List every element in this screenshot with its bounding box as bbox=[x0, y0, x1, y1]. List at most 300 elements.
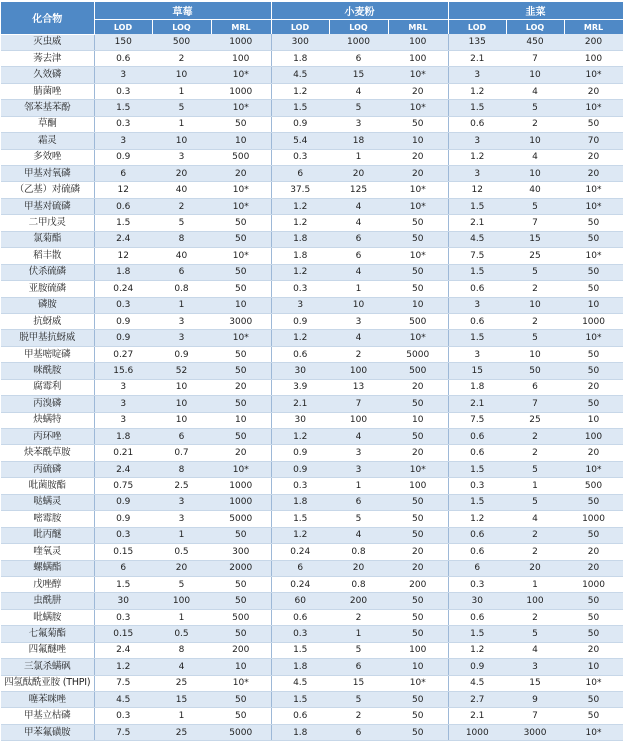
value-cell: 2 bbox=[329, 346, 388, 362]
table-row bbox=[1, 133, 623, 149]
value-cell: 1.5 bbox=[271, 511, 329, 527]
value-cell: 50 bbox=[388, 494, 448, 510]
compound-name-cell: 噻苯咪唑 bbox=[1, 692, 94, 708]
value-cell: 50 bbox=[211, 708, 271, 724]
value-cell: 3 bbox=[448, 133, 506, 149]
value-cell: 4.5 bbox=[448, 231, 506, 247]
value-cell: 300 bbox=[271, 34, 329, 50]
value-cell: 2.4 bbox=[94, 231, 152, 247]
value-cell: 0.9 bbox=[94, 494, 152, 510]
value-cell: 10* bbox=[388, 198, 448, 214]
value-cell: 10 bbox=[564, 659, 623, 675]
table-row bbox=[1, 675, 623, 691]
value-cell: 50 bbox=[388, 116, 448, 132]
value-cell: 0.6 bbox=[271, 609, 329, 625]
value-cell: 10* bbox=[211, 248, 271, 264]
value-cell: 500 bbox=[211, 149, 271, 165]
value-cell: 0.24 bbox=[271, 544, 329, 560]
value-cell: 50 bbox=[564, 708, 623, 724]
value-cell: 12 bbox=[94, 248, 152, 264]
value-cell: 10* bbox=[388, 182, 448, 198]
value-cell: 5 bbox=[506, 461, 564, 477]
group-header-wheat-flour: 小麦粉 bbox=[271, 2, 448, 20]
value-cell: 1.8 bbox=[271, 248, 329, 264]
value-cell: 1 bbox=[152, 297, 211, 313]
value-cell: 3 bbox=[448, 166, 506, 182]
table-row bbox=[1, 692, 623, 708]
value-cell: 0.3 bbox=[271, 149, 329, 165]
value-cell: 20 bbox=[388, 149, 448, 165]
value-cell: 20 bbox=[564, 544, 623, 560]
value-cell: 6 bbox=[94, 166, 152, 182]
value-cell: 2 bbox=[329, 609, 388, 625]
value-cell: 10 bbox=[506, 67, 564, 83]
value-cell: 10 bbox=[152, 379, 211, 395]
table-row bbox=[1, 494, 623, 510]
value-cell: 0.6 bbox=[448, 445, 506, 461]
value-cell: 50 bbox=[564, 281, 623, 297]
value-cell: 3000 bbox=[211, 313, 271, 329]
value-cell: 20 bbox=[564, 166, 623, 182]
value-cell: 4.5 bbox=[271, 675, 329, 691]
value-cell: 1.8 bbox=[448, 379, 506, 395]
value-cell: 30 bbox=[94, 593, 152, 609]
value-cell: 2 bbox=[506, 116, 564, 132]
value-cell: 0.9 bbox=[271, 445, 329, 461]
value-cell: 0.3 bbox=[94, 609, 152, 625]
value-cell: 5 bbox=[152, 576, 211, 592]
value-cell: 20 bbox=[388, 544, 448, 560]
value-cell: 2.7 bbox=[448, 692, 506, 708]
table-row bbox=[1, 182, 623, 198]
value-cell: 5 bbox=[329, 100, 388, 116]
table-row bbox=[1, 724, 623, 740]
compound-name-cell: 久效磷 bbox=[1, 67, 94, 83]
value-cell: 15 bbox=[152, 692, 211, 708]
value-cell: 7 bbox=[506, 708, 564, 724]
table-row bbox=[1, 149, 623, 165]
compound-name-cell: 甲苯氟磺胺 bbox=[1, 724, 94, 740]
compound-name-cell: 草酮 bbox=[1, 116, 94, 132]
group-header-strawberry: 草莓 bbox=[94, 2, 271, 20]
value-cell: 100 bbox=[388, 478, 448, 494]
compound-name-cell: 莠去津 bbox=[1, 50, 94, 66]
table-row bbox=[1, 593, 623, 609]
compound-name-cell: 稻丰散 bbox=[1, 248, 94, 264]
value-cell: 50 bbox=[211, 396, 271, 412]
value-cell: 10* bbox=[211, 330, 271, 346]
value-cell: 20 bbox=[564, 149, 623, 165]
value-cell: 10* bbox=[388, 100, 448, 116]
value-cell: 15 bbox=[448, 363, 506, 379]
value-cell: 3 bbox=[506, 659, 564, 675]
value-cell: 1.5 bbox=[448, 461, 506, 477]
group-header-row bbox=[1, 2, 623, 20]
value-cell: 15 bbox=[506, 675, 564, 691]
compound-name-cell: 霜灵 bbox=[1, 133, 94, 149]
value-cell: 4 bbox=[506, 642, 564, 658]
table-row bbox=[1, 461, 623, 477]
value-cell: 50 bbox=[388, 429, 448, 445]
table-body bbox=[1, 34, 623, 741]
value-cell: 50 bbox=[211, 692, 271, 708]
value-cell: 5 bbox=[329, 642, 388, 658]
value-cell: 100 bbox=[211, 50, 271, 66]
value-cell: 300 bbox=[211, 544, 271, 560]
compound-name-cell: 甲基立枯磷 bbox=[1, 708, 94, 724]
value-cell: 2 bbox=[506, 313, 564, 329]
value-cell: 6 bbox=[329, 231, 388, 247]
value-cell: 6 bbox=[329, 494, 388, 510]
value-cell: 2 bbox=[152, 50, 211, 66]
value-cell: 10* bbox=[388, 461, 448, 477]
compound-name-cell: 磷胺 bbox=[1, 297, 94, 313]
value-cell: 1.5 bbox=[448, 330, 506, 346]
value-cell: 50 bbox=[211, 346, 271, 362]
value-cell: 1 bbox=[329, 149, 388, 165]
value-cell: 0.6 bbox=[448, 313, 506, 329]
value-cell: 4 bbox=[329, 429, 388, 445]
value-cell: 4 bbox=[506, 511, 564, 527]
value-cell: 2.4 bbox=[94, 461, 152, 477]
value-cell: 1.8 bbox=[271, 494, 329, 510]
value-cell: 10* bbox=[564, 67, 623, 83]
value-cell: 3 bbox=[271, 297, 329, 313]
compound-name-cell: 抗蚜威 bbox=[1, 313, 94, 329]
value-cell: 2 bbox=[506, 544, 564, 560]
value-cell: 10 bbox=[152, 412, 211, 428]
value-cell: 0.6 bbox=[271, 346, 329, 362]
value-cell: 10 bbox=[506, 346, 564, 362]
value-cell: 2.1 bbox=[271, 396, 329, 412]
value-cell: 3 bbox=[94, 133, 152, 149]
value-cell: 1 bbox=[506, 478, 564, 494]
table-row bbox=[1, 346, 623, 362]
compound-name-cell: 喹氧灵 bbox=[1, 544, 94, 560]
value-cell: 50 bbox=[388, 511, 448, 527]
value-cell: 10 bbox=[506, 297, 564, 313]
sub-header-loq: LOQ bbox=[329, 20, 388, 35]
value-cell: 10 bbox=[388, 412, 448, 428]
value-cell: 10 bbox=[564, 412, 623, 428]
value-cell: 1.5 bbox=[448, 264, 506, 280]
value-cell: 7.5 bbox=[448, 248, 506, 264]
value-cell: 50 bbox=[211, 593, 271, 609]
value-cell: 40 bbox=[152, 248, 211, 264]
value-cell: 3 bbox=[152, 149, 211, 165]
value-cell: 6 bbox=[271, 166, 329, 182]
value-cell: 3 bbox=[329, 116, 388, 132]
compound-name-cell: 螺螨酯 bbox=[1, 560, 94, 576]
table-row bbox=[1, 264, 623, 280]
value-cell: 3 bbox=[152, 511, 211, 527]
value-cell: 1.5 bbox=[271, 642, 329, 658]
value-cell: 5 bbox=[506, 100, 564, 116]
table-row bbox=[1, 34, 623, 50]
value-cell: 100 bbox=[388, 50, 448, 66]
value-cell: 1.5 bbox=[271, 692, 329, 708]
value-cell: 7.5 bbox=[448, 412, 506, 428]
value-cell: 6 bbox=[448, 560, 506, 576]
table-row bbox=[1, 429, 623, 445]
value-cell: 4 bbox=[506, 149, 564, 165]
value-cell: 10 bbox=[506, 166, 564, 182]
value-cell: 20 bbox=[388, 560, 448, 576]
sub-header-lod: LOD bbox=[271, 20, 329, 35]
value-cell: 50 bbox=[388, 708, 448, 724]
value-cell: 1.8 bbox=[94, 429, 152, 445]
value-cell: 50 bbox=[211, 626, 271, 642]
value-cell: 0.3 bbox=[94, 708, 152, 724]
value-cell: 20 bbox=[211, 445, 271, 461]
value-cell: 50 bbox=[211, 281, 271, 297]
value-cell: 50 bbox=[388, 724, 448, 740]
value-cell: 2.1 bbox=[448, 50, 506, 66]
value-cell: 0.8 bbox=[329, 544, 388, 560]
value-cell: 50 bbox=[388, 626, 448, 642]
value-cell: 100 bbox=[564, 50, 623, 66]
value-cell: 1.2 bbox=[271, 215, 329, 231]
value-cell: 1000 bbox=[211, 478, 271, 494]
value-cell: 50 bbox=[564, 609, 623, 625]
value-cell: 135 bbox=[448, 34, 506, 50]
value-cell: 50 bbox=[388, 692, 448, 708]
compound-name-cell: 腐霉利 bbox=[1, 379, 94, 395]
value-cell: 10 bbox=[211, 133, 271, 149]
compound-name-cell: 三氯杀螨砜 bbox=[1, 659, 94, 675]
value-cell: 10* bbox=[564, 100, 623, 116]
value-cell: 25 bbox=[506, 248, 564, 264]
sub-header-mrl: MRL bbox=[564, 20, 623, 35]
value-cell: 3 bbox=[94, 67, 152, 83]
value-cell: 2000 bbox=[211, 560, 271, 576]
value-cell: 37.5 bbox=[271, 182, 329, 198]
value-cell: 4 bbox=[329, 264, 388, 280]
value-cell: 1.5 bbox=[94, 100, 152, 116]
value-cell: 0.6 bbox=[448, 527, 506, 543]
table-row bbox=[1, 544, 623, 560]
value-cell: 1 bbox=[329, 626, 388, 642]
table-row bbox=[1, 527, 623, 543]
compound-name-cell: 甲基嘧啶磷 bbox=[1, 346, 94, 362]
value-cell: 10* bbox=[564, 198, 623, 214]
value-cell: 0.6 bbox=[448, 429, 506, 445]
table-row bbox=[1, 67, 623, 83]
compound-name-cell: 亚胺硫磷 bbox=[1, 281, 94, 297]
value-cell: 50 bbox=[564, 692, 623, 708]
table-row bbox=[1, 297, 623, 313]
value-cell: 1.2 bbox=[271, 330, 329, 346]
value-cell: 1000 bbox=[448, 724, 506, 740]
table-row bbox=[1, 198, 623, 214]
value-cell: 0.3 bbox=[94, 83, 152, 99]
value-cell: 2 bbox=[506, 445, 564, 461]
value-cell: 30 bbox=[271, 412, 329, 428]
value-cell: 200 bbox=[388, 576, 448, 592]
table-row bbox=[1, 626, 623, 642]
value-cell: 3 bbox=[329, 313, 388, 329]
value-cell: 0.27 bbox=[94, 346, 152, 362]
value-cell: 2.5 bbox=[152, 478, 211, 494]
compound-name-cell: 甲基对硫磷 bbox=[1, 198, 94, 214]
value-cell: 3 bbox=[448, 67, 506, 83]
value-cell: 1000 bbox=[564, 576, 623, 592]
value-cell: 50 bbox=[211, 576, 271, 592]
table-row bbox=[1, 412, 623, 428]
value-cell: 20 bbox=[564, 642, 623, 658]
value-cell: 0.6 bbox=[448, 116, 506, 132]
value-cell: 3 bbox=[94, 379, 152, 395]
value-cell: 10 bbox=[564, 297, 623, 313]
value-cell: 2 bbox=[506, 281, 564, 297]
value-cell: 8 bbox=[152, 642, 211, 658]
value-cell: 1000 bbox=[564, 313, 623, 329]
value-cell: 6 bbox=[506, 379, 564, 395]
value-cell: 70 bbox=[564, 133, 623, 149]
value-cell: 2.1 bbox=[448, 215, 506, 231]
value-cell: 0.6 bbox=[271, 708, 329, 724]
value-cell: 12 bbox=[448, 182, 506, 198]
value-cell: 100 bbox=[329, 412, 388, 428]
value-cell: 100 bbox=[564, 429, 623, 445]
value-cell: 3 bbox=[94, 396, 152, 412]
table-row bbox=[1, 100, 623, 116]
table-row bbox=[1, 560, 623, 576]
compound-name-cell: 虫酰肼 bbox=[1, 593, 94, 609]
sub-header-loq: LOQ bbox=[506, 20, 564, 35]
value-cell: 15 bbox=[329, 675, 388, 691]
value-cell: 50 bbox=[564, 363, 623, 379]
value-cell: 20 bbox=[564, 83, 623, 99]
value-cell: 0.3 bbox=[94, 116, 152, 132]
value-cell: 10* bbox=[388, 675, 448, 691]
compound-name-cell: 邻苯基苯酚 bbox=[1, 100, 94, 116]
table-row bbox=[1, 478, 623, 494]
value-cell: 0.6 bbox=[448, 544, 506, 560]
table-row bbox=[1, 576, 623, 592]
value-cell: 0.3 bbox=[448, 576, 506, 592]
value-cell: 20 bbox=[152, 560, 211, 576]
table-row bbox=[1, 511, 623, 527]
value-cell: 20 bbox=[388, 83, 448, 99]
value-cell: 10* bbox=[211, 182, 271, 198]
value-cell: 10 bbox=[152, 133, 211, 149]
compound-name-cell: 灭虫威 bbox=[1, 34, 94, 50]
value-cell: 40 bbox=[506, 182, 564, 198]
table-row bbox=[1, 708, 623, 724]
value-cell: 0.24 bbox=[271, 576, 329, 592]
pesticide-limits-table bbox=[1, 2, 624, 741]
value-cell: 200 bbox=[329, 593, 388, 609]
value-cell: 0.9 bbox=[271, 461, 329, 477]
value-cell: 0.6 bbox=[448, 609, 506, 625]
value-cell: 50 bbox=[388, 215, 448, 231]
value-cell: 2.1 bbox=[448, 708, 506, 724]
value-cell: 10* bbox=[564, 248, 623, 264]
value-cell: 6 bbox=[152, 264, 211, 280]
compound-name-cell: 伏杀硫磷 bbox=[1, 264, 94, 280]
value-cell: 3.9 bbox=[271, 379, 329, 395]
value-cell: 1.2 bbox=[448, 642, 506, 658]
value-cell: 100 bbox=[388, 642, 448, 658]
value-cell: 30 bbox=[448, 593, 506, 609]
value-cell: 50 bbox=[211, 429, 271, 445]
table-row bbox=[1, 248, 623, 264]
value-cell: 0.24 bbox=[94, 281, 152, 297]
value-cell: 1.2 bbox=[271, 429, 329, 445]
value-cell: 100 bbox=[388, 34, 448, 50]
value-cell: 50 bbox=[564, 215, 623, 231]
value-cell: 8 bbox=[152, 231, 211, 247]
sub-header-loq: LOQ bbox=[152, 20, 211, 35]
value-cell: 500 bbox=[388, 363, 448, 379]
value-cell: 1.2 bbox=[448, 83, 506, 99]
value-cell: 10* bbox=[564, 724, 623, 740]
compound-name-cell: （乙基）对硫磷 bbox=[1, 182, 94, 198]
value-cell: 50 bbox=[564, 626, 623, 642]
compound-name-cell: 咪酰胺 bbox=[1, 363, 94, 379]
sub-header-mrl: MRL bbox=[388, 20, 448, 35]
value-cell: 4.5 bbox=[448, 675, 506, 691]
value-cell: 50 bbox=[211, 527, 271, 543]
value-cell: 20 bbox=[564, 445, 623, 461]
table-row bbox=[1, 281, 623, 297]
value-cell: 1000 bbox=[211, 83, 271, 99]
value-cell: 10 bbox=[388, 133, 448, 149]
value-cell: 1.8 bbox=[271, 50, 329, 66]
value-cell: 1.5 bbox=[271, 100, 329, 116]
value-cell: 5000 bbox=[211, 511, 271, 527]
compound-name-cell: 丙硫磷 bbox=[1, 461, 94, 477]
value-cell: 1.8 bbox=[271, 231, 329, 247]
sub-header-row bbox=[1, 20, 623, 35]
value-cell: 0.3 bbox=[271, 626, 329, 642]
value-cell: 1 bbox=[152, 83, 211, 99]
compound-name-cell: 丙环唑 bbox=[1, 429, 94, 445]
compound-name-cell: 腈菌唑 bbox=[1, 83, 94, 99]
value-cell: 50 bbox=[388, 609, 448, 625]
value-cell: 1 bbox=[152, 609, 211, 625]
value-cell: 20 bbox=[564, 379, 623, 395]
value-cell: 1000 bbox=[211, 34, 271, 50]
value-cell: 500 bbox=[388, 313, 448, 329]
group-header-leek: 韭菜 bbox=[448, 2, 623, 20]
value-cell: 10 bbox=[388, 297, 448, 313]
compound-name-cell: 脱甲基抗蚜威 bbox=[1, 330, 94, 346]
value-cell: 1000 bbox=[329, 34, 388, 50]
value-cell: 200 bbox=[564, 34, 623, 50]
value-cell: 20 bbox=[211, 166, 271, 182]
value-cell: 5 bbox=[329, 511, 388, 527]
value-cell: 500 bbox=[564, 478, 623, 494]
value-cell: 2.1 bbox=[448, 396, 506, 412]
table-row bbox=[1, 363, 623, 379]
value-cell: 100 bbox=[329, 363, 388, 379]
value-cell: 5 bbox=[152, 100, 211, 116]
value-cell: 2.4 bbox=[94, 642, 152, 658]
value-cell: 3000 bbox=[506, 724, 564, 740]
value-cell: 150 bbox=[94, 34, 152, 50]
value-cell: 50 bbox=[211, 116, 271, 132]
value-cell: 40 bbox=[152, 182, 211, 198]
value-cell: 3 bbox=[152, 330, 211, 346]
table-row bbox=[1, 116, 623, 132]
value-cell: 3 bbox=[448, 297, 506, 313]
value-cell: 5000 bbox=[388, 346, 448, 362]
value-cell: 30 bbox=[271, 363, 329, 379]
table-row bbox=[1, 231, 623, 247]
compound-name-cell: 四氟醚唑 bbox=[1, 642, 94, 658]
